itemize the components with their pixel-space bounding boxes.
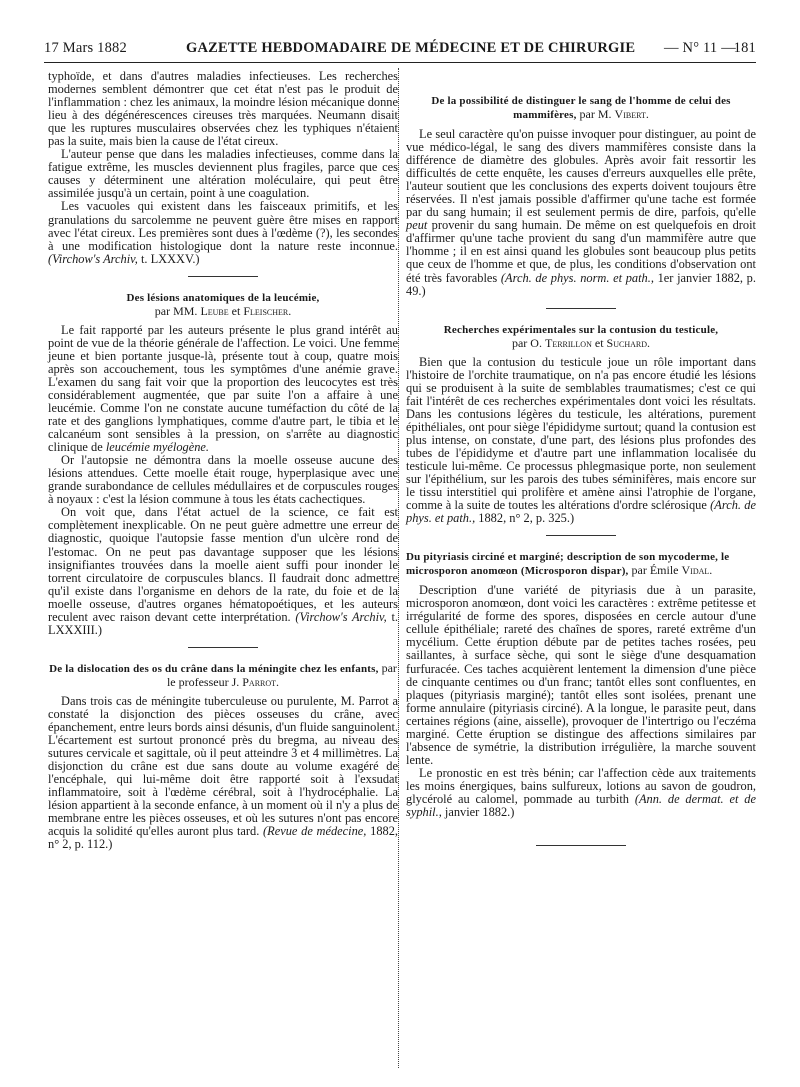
column-divider xyxy=(398,68,399,1068)
article-pityriasis xyxy=(406,550,756,819)
author: Fleischer. xyxy=(243,303,292,318)
author: Leube xyxy=(200,303,229,318)
paragraph: Dans trois cas de méningite tuberculeuse ou purulente, M. Parrot a constaté la disjonction des pièces osseuses du crâne, avec épanchement, entre leurs bords ainsi désunis, d'un fluide sanguinolent. L'écartement est surtout prononcé près du bregma, au niveau des sutures cervicale et sagittale, où il peut atteindre 3 et 4 millimètres. La disjonction du crâne est due sans doute au volume exagéré de l'encéphale, qui lui-même doit être rapporté soit à l'exsudat inflammatoire, soit à l'œdème cérébral, soit à l'hydrocéphalie. La lésion appartient à la seconde enfance, à un moment où il n'y a plus de membrane entre les pièces osseuses, et où les sutures n'ont pas encore acquis la solidité qu'elles auront plus tard. (Revue de médecine, 1882, n° 2, p. 112.) xyxy=(48,693,399,852)
article-title: De la possibilité de distinguer le sang de l'homme de celui des mammifères, par M. Vibert. xyxy=(431,95,731,121)
paragraph: Le seul caractère qu'on puisse invoquer pour distinguer, au point de vue médico-légal, le sang des divers mammifères consiste dans la différence de diamètre des globules. Après avoir fait ressortir les difficultés de cette enquête, les causes d'erreurs auxquelles elle prête, l'auteur soutient que les conclusions des experts doivent toujours être réservées. Il n'est jamais possible d'affirmer qu'une tache est formée par du sang humain; il est seulement permis de dire, parfois, qu'elle peut provenir du sang humain. De même on est quelquefois en droit d'affirmer qu'une tache provient du sang d'un mammifère autre que l'homme ; il en est ainsi quand les globules sont beaucoup plus petits que ceux de l'homme et que, de plus, les conditions d'observation ont été très favorables (Arch. de phys. norm. et path., 1er janvier 1882, p. 49.) xyxy=(406,127,756,298)
article-leucemie xyxy=(48,291,398,637)
author: Suchard. xyxy=(606,335,651,350)
paragraph: Les vacuoles qui existent dans les faisceaux primitifs, et les granulations du sarcolemme ne peuvent guère être mises en rapport avec l'état cireux. Les premières sont dues à l'œdème (?), les secondes à une modification histologique dont la nature reste inconnue. (Virchow's Archiv, t. LXXXV.) xyxy=(48,199,398,266)
citation: (Ann. de dermat. et de syphil., xyxy=(406,791,756,820)
paragraph: Or l'autopsie ne démontra dans la moelle osseuse aucune des lésions attendues. Cette moelle était rouge, hyperplasique avec une grande surabondance de cellules médullaires et de corpuscules rouges à noyaux : c'est la lésion commune à tous les états cachectiques. xyxy=(48,453,398,507)
running-header xyxy=(44,40,756,60)
citation: (Revue de médecine, xyxy=(263,824,367,839)
issue-date: 17 Mars 1882 xyxy=(44,40,127,56)
issue-number: — N° 11 — xyxy=(664,40,736,56)
citation: (Virchow's Archiv, xyxy=(48,251,138,266)
article-crane xyxy=(48,662,398,852)
paragraph: Le fait rapporté par les auteurs présente le plus grand intérêt au point de vue de la théorie générale de l'affection. Le voici. Une femme jeune et bien portante jusque-là, présente tout à coup, quatre mois après son accouchement, tous les symptômes d'une anémie grave. L'examen du sang fait voir que la proportion des leucocytes est très considérablement augmentée, que par suite l'on a affaire à une leucémie. Comme l'on ne constate aucune tuméfaction du côté de la rate et des ganglions lymphatiques, comme d'autre part, le tibia et le calcanéum sont sensibles à la pression, on s'arrête au diagnostic clinique de leucémie myélogène. xyxy=(48,322,398,455)
left-column xyxy=(48,70,398,851)
paragraph: Bien que la contusion du testicule joue un rôle important dans l'histoire de l'orchite traumatique, on n'a pas encore étudié les lésions qui se produisent à la suite de semblables traumatismes; c'est ce qui fait l'intérêt de ces recherches expérimentales dont voici les résultats. Dans les contusions légères du testicule, les altérations, purement épithéliales, ont pour siège l'épididyme surtout; quand la contusion est plus intense, on constate, d'une part, des lésions plus profondes des tubes de l'épididyme et d'autre part une inflammation localisée du testicule lui-même. Ce processus phlegmasique porte, non seulement sur l'épithélium, sur les parois des tubes séminifères, mais encore sur le tissu interstitiel qui prolifère et amène ainsi l'atrophie de l'organe, comme à la suite de toutes les altérations d'ordre sclérosique (Arch. de phys. et path., 1882, n° 2, p. 325.) xyxy=(406,354,756,526)
paragraph: L'auteur pense que dans les maladies infectieuses, comme dans la fatigue extrême, les muscles deviennent plus fragiles, parce que ces causes y déterminent une altération moléculaire, qui peut être assimilée jusqu'à un certain, point à une coagulation. xyxy=(48,147,398,201)
author: Vidal. xyxy=(681,563,713,578)
header-rule xyxy=(44,62,756,63)
article-title: Du pityriasis circiné et marginé; description de son mycoderme, le microsporon anomœon (Microsporon dispar), par Émile Vidal. xyxy=(406,551,730,578)
paragraph: On voit que, dans l'état actuel de la science, ce fait est complètement inexplicable. On ne peut guère admettre une erreur de diagnostic, quoique l'autopsie fasse mention d'un ulcère rond de l'estomac. On ne peut pas davantage supposer que les lésions insignifiantes trouvées dans la moelle aient suffi pour inonder le torrent circulatoire de corpuscules blancs. Il faudrait donc admettre qu'il existe dans l'organisme en dehors de la rate, du foie et de la moelle osseuse, d'autres organes hématopoétiques, et les auteurs reculent avec raison devant cette interprétation. (Virchow's Archiv, t. LXXXIII.) xyxy=(48,505,398,637)
paragraph: Description d'une variété de pityriasis due à un parasite, microsporon anomœon, dont voici les caractères : extrême petitesse et irrégularité de forme des spores, disposées en cercle autour d'une cellule épithéliale; rareté des chaînes de spores, rareté extrême d'un mycélium. Cette éruption débute par de petites taches rosées, peu saillantes, à surface sèche, qui sont le siège d'une desquamation furfuracée. Ces taches acquièrent lentement la dimension d'une pièce de cinquante centimes ou d'un franc; tantôt elles sont confluentes, en plaques (pityriasis marginé); tantôt elles sont isolées, prenant une forme annulaire (pityriasis circiné). A la longue, le parasite peut, dans certaines régions (aine, aisselle), provoquer de l'intertrigo ou l'eczéma marginé. Cette éruption se distingue des affections similaires par l'absence de symétrie, la distribution irrégulière, la marche souvent lente. xyxy=(406,583,756,767)
citation: (Arch. de phys. et path., xyxy=(406,498,756,526)
section-separator xyxy=(546,535,616,536)
article-sang xyxy=(406,94,756,298)
citation: (Virchow's Archiv, xyxy=(295,609,387,624)
article-title: Des lésions anatomiques de la leucémie, par MM. Leube et Fleischer. xyxy=(126,291,320,318)
paragraph: Le pronostic en est très bénin; car l'affection cède aux traitements les moins énergiques, bains sulfureux, lotions au savon de goudron, glycérolé au calomel, pommade au turbith (Ann. de dermat. et de syphil., janvier 1882.) xyxy=(406,765,756,820)
article-title: Recherches expérimentales sur la contusion du testicule, par O. Terrillon et Suchard. xyxy=(443,323,719,350)
article-title: De la dislocation des os du crâne dans la méningite chez les enfants, par le professeur J. Parrot. xyxy=(49,660,397,689)
page-number: 181 xyxy=(733,40,756,56)
author: Vibert. xyxy=(614,107,649,121)
section-separator xyxy=(188,647,258,648)
section-separator xyxy=(188,276,258,277)
right-column xyxy=(406,70,756,846)
end-rule xyxy=(536,845,626,846)
section-separator xyxy=(546,308,616,309)
citation: (Arch. de phys. norm. et path., xyxy=(500,270,654,285)
author: Parrot. xyxy=(242,674,280,689)
author: Terrillon xyxy=(544,335,592,350)
article-testicule xyxy=(406,323,756,526)
paragraph: typhoïde, et dans d'autres maladies infectieuses. Les recherches modernes semblent démontrer que cet état n'est pas le produit de l'inflammation : chez les animaux, la moindre lésion mécanique donne lieu à des dégénérescences cireuses très marquées. Neumann disait que les ruptures musculaires observées chez les typhiques n'étaient pas la suite, mais bien la cause de l'état cireux. xyxy=(48,69,398,149)
journal-title: GAZETTE HEBDOMADAIRE DE MÉDECINE ET DE CHIRURGIE xyxy=(186,40,636,56)
